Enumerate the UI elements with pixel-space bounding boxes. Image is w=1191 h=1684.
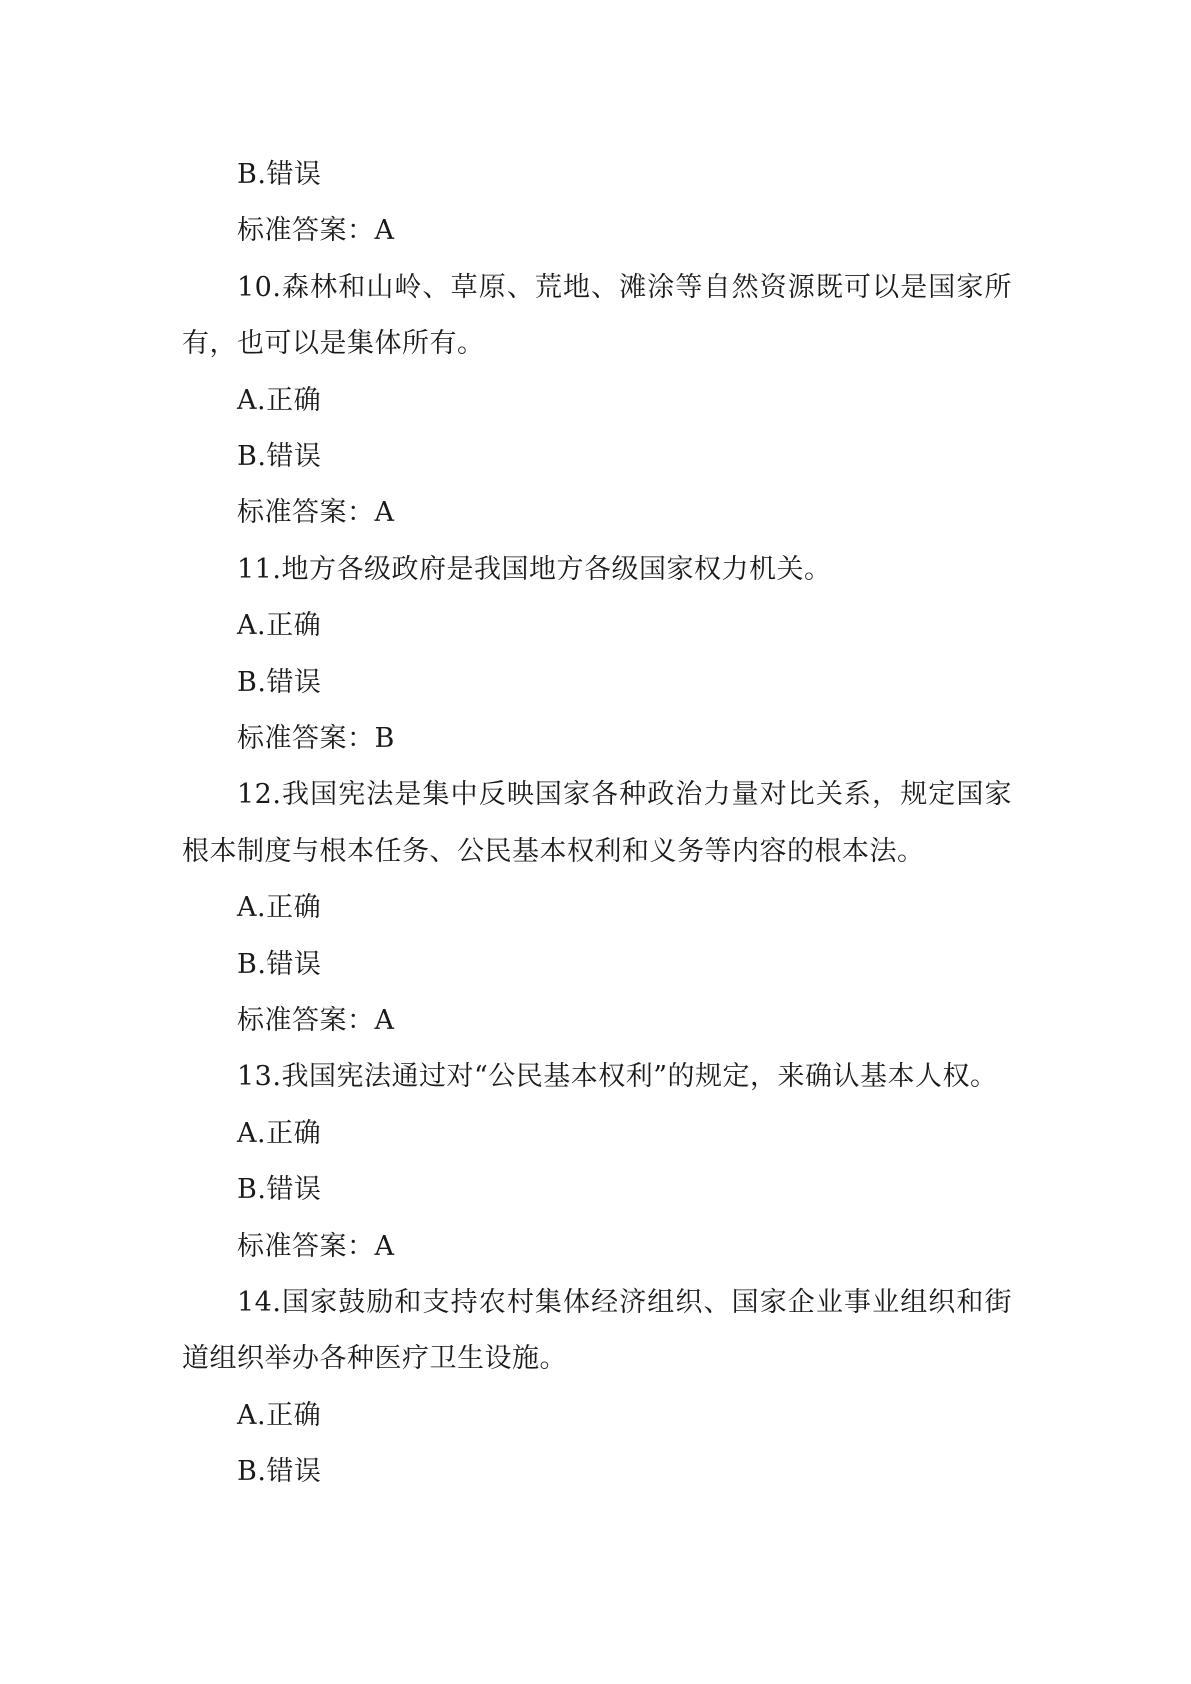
standard-answer: 标准答案：B: [237, 722, 395, 754]
option-b: B.错误: [237, 1174, 322, 1206]
option-b: B.错误: [237, 1456, 322, 1488]
option-a: A.正确: [237, 1399, 322, 1431]
option-a: A.正确: [237, 1117, 322, 1149]
standard-answer: 标准答案：A: [237, 215, 395, 247]
option-a: A.正确: [237, 384, 322, 416]
option-b: B.错误: [237, 948, 322, 980]
question-12: 12.我国宪法是集中反映国家各种政治力量对比关系，规定国家根本制度与根本任务、公民基本权利和义务等内容的根本法。: [182, 779, 1012, 867]
option-a: A.正确: [237, 610, 322, 642]
option-b: B.错误: [237, 159, 322, 190]
option-b: B.错误: [237, 666, 322, 698]
question-14: 14.国家鼓励和支持农村集体经济组织、国家企业事业组织和街道组织举办各种医疗卫生设施。: [182, 1286, 1012, 1375]
question-10: 10.森林和山岭、草原、荒地、滩涂等自然资源既可以是国家所有，也可以是集体所有。: [182, 271, 1012, 360]
standard-answer: 标准答案：A: [237, 1230, 395, 1262]
question-13: 13.我国宪法通过对“公民基本权利”的规定，来确认基本人权。: [237, 1061, 998, 1093]
option-b: B.错误: [237, 440, 322, 472]
standard-answer: 标准答案：A: [237, 497, 395, 529]
document-body: [182, 147, 1012, 1501]
option-a: A.正确: [237, 892, 322, 924]
question-11: 11.地方各级政府是我国地方各级国家权力机关。: [237, 553, 832, 585]
standard-answer: 标准答案：A: [237, 1004, 395, 1036]
